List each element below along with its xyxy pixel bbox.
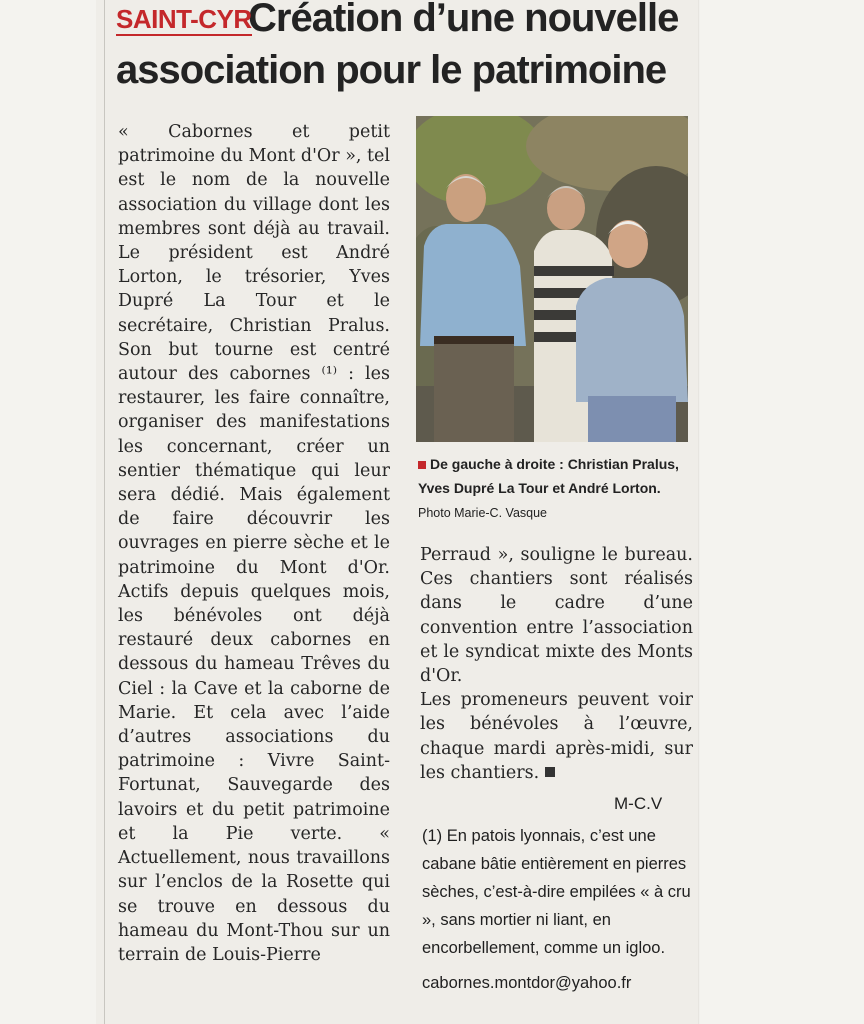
headline-line-2: association pour le patrimoine: [116, 48, 667, 92]
article-right-para-2: [420, 688, 693, 785]
group-photo: [416, 116, 688, 442]
contact-email: cabornes.montdor@yahoo.fr: [422, 974, 632, 992]
author-signature: M-C.V: [614, 794, 663, 813]
article-right-para-1: Perraud », souligne le bureau. Ces chantiers sont réalisés dans le cadre d’une convention entre l’association et le syndicat mixte des Monts d'Or.: [420, 545, 693, 687]
footnote: (1) En patois lyonnais, c’est une cabane bâtie entièrement en pierres sèches, c’est-à-dire empilées « à cru », sans mortier ni liant, en encorbellement, comme un igloo.: [422, 827, 691, 957]
caption-marker: [418, 461, 426, 469]
end-of-article-icon: [545, 767, 555, 777]
group-photo-illustration: [416, 116, 688, 442]
article-right-column: [420, 543, 693, 785]
article-left-column: [118, 120, 390, 967]
headline-line-1: Création d’une nouvelle: [248, 0, 679, 40]
article-body-text: « Cabornes et petit patrimoine du Mont d'Or », tel est le nom de la nouvelle association du village dont les membres sont déjà au travail. Le président est André Lorton, le trésorier, Yves Dupré La Tour et le secrétaire, Christian Pralus. Son but tourne est centré autour des cabornes ⁽¹⁾ : les restaurer, les faire connaître, organiser des manifestations les concernant, créer un sentier thématique qui leur sera dédié. Mais également de faire découvrir les ouvrages en pierre sèche et le patrimoine du Mont d'Or. Actifs depuis quelques mois, les bénévoles ont déjà restauré deux cabornes en dessous du hameau Trêves du Ciel : la Cave et la caborne de Marie. Et cela avec l’aide d’autres associations du patrimoine : Vivre Saint-Fortunat, Sauvegarde des lavoirs et du petit patrimoine et la Pie verte. « Actuellement, nous travaillons sur l’enclos de la Rosette qui se trouve en dessous du hameau du Mont-Thou sur un terrain de Louis-Pierre: [118, 122, 391, 965]
location-kicker: SAINT-CYR: [116, 4, 252, 34]
photo-credit: Photo Marie-C. Vasque: [418, 506, 547, 520]
clipping-edge: [698, 0, 700, 1024]
photo-caption: [418, 452, 688, 525]
caption-text: De gauche à droite : Christian Pralus, Yves Dupré La Tour et André Lorton.: [418, 456, 679, 496]
column-rule: [104, 0, 105, 1024]
article-right-para-2-text: Les promeneurs peuvent voir les bénévoles à l’œuvre, chaque mardi après-midi, sur les chantiers.: [420, 690, 693, 783]
